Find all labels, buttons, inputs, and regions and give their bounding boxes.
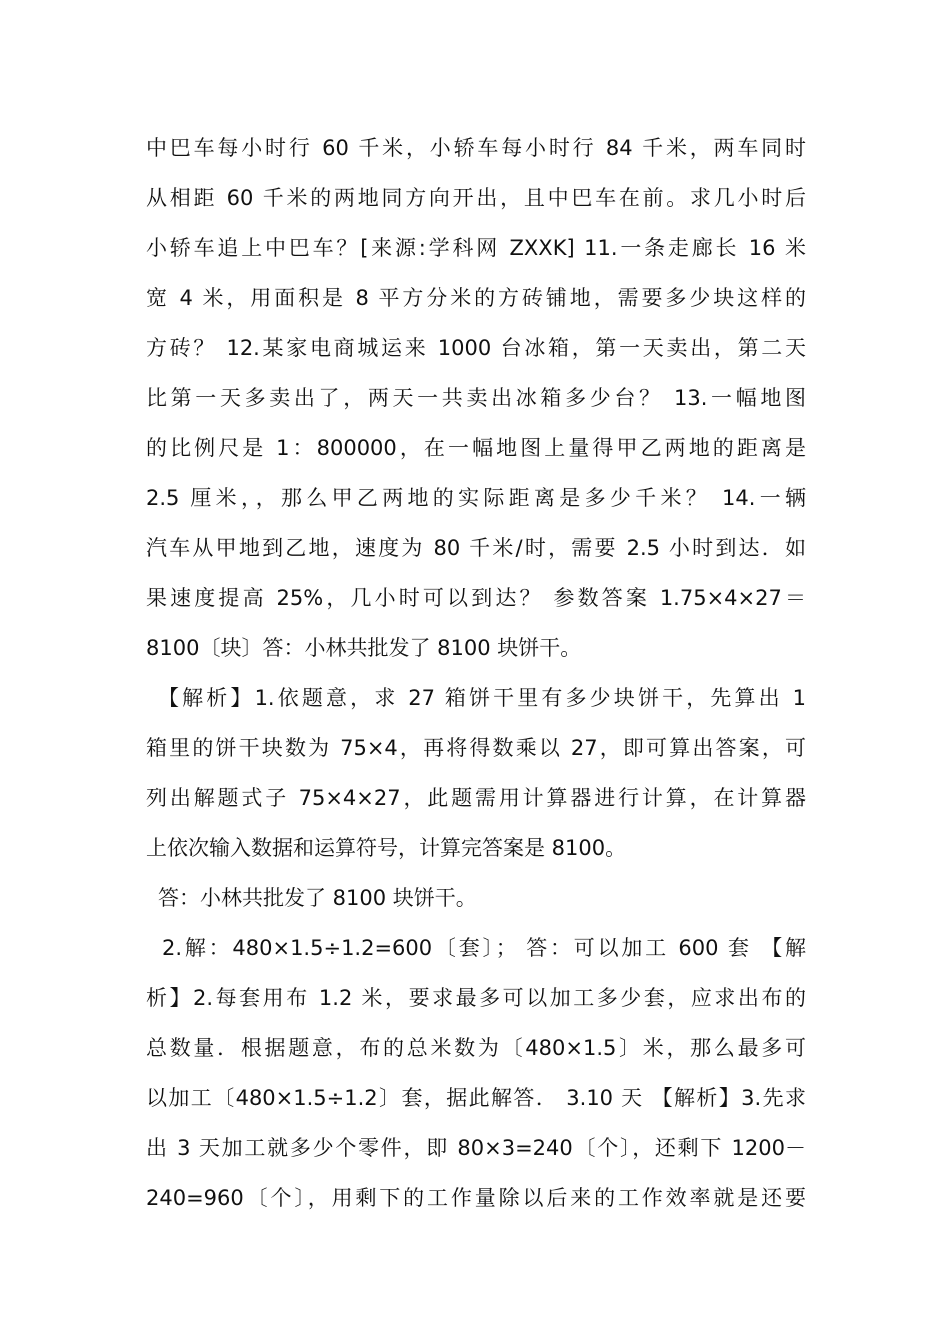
solution-line-4: 以加工〔480×1.5÷1.2〕套，据此解答． 3.10 天 【解析】3.先求	[146, 1086, 806, 1110]
text-line-4: 宽 4 米，用面积是 8 平方分米的方砖铺地，需要多少块这样的	[146, 286, 806, 310]
solution-line-3: 总数量．根据题意，布的总米数为〔480×1.5〕米，那么最多可	[146, 1036, 806, 1060]
text-line-7: 的比例尺是 1：800000，在一幅地图上量得甲乙两地的距离是	[146, 436, 806, 460]
solution-line-2: 析】2.每套用布 1.2 米，要求最多可以加工多少套，应求出布的	[146, 986, 806, 1010]
analysis-line-2: 箱里的饼干块数为 75×4，再将得数乘以 27，即可算出答案，可	[146, 736, 806, 760]
answer-line: 答：小林共批发了 8100 块饼干。	[158, 886, 477, 910]
solution-line-6: 240=960〔个〕，用剩下的工作量除以后来的工作效率就是还要	[146, 1186, 806, 1210]
solution-line-5: 出 3 天加工就多少个零件，即 80×3=240〔个〕，还剩下 1200－	[146, 1136, 806, 1160]
text-line-5: 方砖？ 12.某家电商城运来 1000 台冰箱，第一天卖出，第二天	[146, 336, 806, 360]
text-line-11: 8100〔块〕答：小林共批发了 8100 块饼干。	[146, 636, 582, 660]
analysis-line-3: 列出解题式子 75×4×27，此题需用计算器进行计算，在计算器	[146, 786, 806, 810]
solution-line-1: 2.解：480×1.5÷1.2=600〔套〕； 答：可以加工 600 套 【解	[162, 936, 806, 960]
text-line-8: 2.5 厘米，，那么甲乙两地的实际距离是多少千米？ 14.一辆	[146, 486, 806, 510]
text-line-3: 小轿车追上中巴车？[来源:学科网 ZXXK] 11.一条走廊长 16 米	[146, 236, 806, 260]
analysis-line-4: 上依次输入数据和运算符号，计算完答案是 8100。	[146, 836, 627, 860]
text-line-6: 比第一天多卖出了，两天一共卖出冰箱多少台？ 13.一幅地图	[146, 386, 806, 410]
text-line-2: 从相距 60 千米的两地同方向开出，且中巴车在前。求几小时后	[146, 186, 806, 210]
analysis-line-1: 【解析】1.依题意，求 27 箱饼干里有多少块饼干，先算出 1	[158, 686, 806, 710]
text-line-9: 汽车从甲地到乙地，速度为 80 千米/时，需要 2.5 小时到达．如	[146, 536, 806, 560]
text-line-1: 中巴车每小时行 60 千米，小轿车每小时行 84 千米，两车同时	[146, 136, 806, 160]
text-line-10: 果速度提高 25%，几小时可以到达？ 参数答案 1.75×4×27＝	[146, 586, 806, 610]
